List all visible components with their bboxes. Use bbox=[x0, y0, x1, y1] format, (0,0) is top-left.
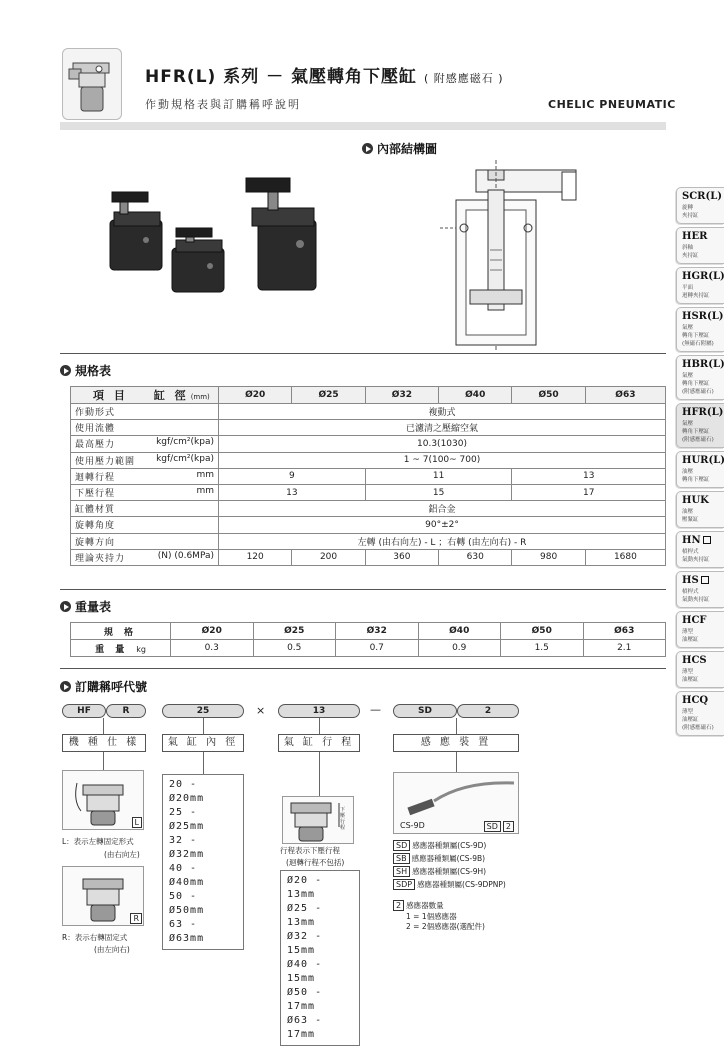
code-stroke: 13 bbox=[278, 704, 360, 718]
side-tab-desc-line: 氣壓 bbox=[682, 325, 694, 331]
sensor-tag-type: SD bbox=[484, 821, 501, 832]
qty-title: 感應器數量 bbox=[406, 901, 444, 910]
side-tab-desc bbox=[682, 284, 721, 300]
spec-col-header: Ø25 bbox=[292, 387, 365, 404]
box-icon bbox=[701, 576, 709, 584]
side-tab-desc bbox=[682, 708, 721, 732]
spec-cell: 左轉 (由右向左) - L ；右轉 (由左向右) - R bbox=[219, 533, 666, 549]
side-tab-desc-line: 迴轉夾持缸 bbox=[682, 293, 710, 299]
spec-row-unit: kgf/cm²(kpa) bbox=[156, 437, 214, 448]
section-divider bbox=[60, 668, 666, 669]
spec-cell: 13 bbox=[219, 484, 366, 500]
side-tab-desc-line: 槓桿式 bbox=[682, 549, 699, 555]
connector bbox=[456, 752, 457, 772]
sensor-type-code: SDP bbox=[393, 879, 415, 890]
side-tab-desc-line: 旋轉 bbox=[682, 205, 694, 211]
spec-cell: 11 bbox=[365, 468, 512, 484]
side-tab-desc-line: 油壓 bbox=[682, 469, 694, 475]
spec-row-name: 使用壓力範圍 bbox=[75, 456, 136, 467]
connector bbox=[103, 718, 104, 734]
weight-spec-label: 規 格 bbox=[71, 623, 171, 640]
side-tab[interactable] bbox=[676, 451, 724, 488]
side-tab-desc-line: 轉角下壓缸 bbox=[682, 477, 710, 483]
sensor-image bbox=[393, 772, 519, 834]
sensor-label: 感 應 裝 置 bbox=[393, 734, 519, 752]
sensor-type bbox=[393, 866, 563, 877]
sensor-type-desc: 感應器種類屬(CS-9B) bbox=[411, 854, 486, 863]
side-tab-code: HER bbox=[682, 231, 708, 242]
spec-row bbox=[71, 452, 666, 468]
qty-line: 1 = 1個感應器 bbox=[406, 912, 457, 921]
spec-row-unit: mm bbox=[196, 486, 214, 497]
weight-value: 0.9 bbox=[418, 640, 501, 657]
side-tab[interactable] bbox=[676, 355, 724, 400]
spec-row-label bbox=[71, 533, 219, 549]
connector bbox=[203, 752, 204, 774]
side-tab-desc-line: 氣動夾持缸 bbox=[682, 597, 710, 603]
title-note: ( 附感應磁石 ) bbox=[423, 72, 504, 85]
spec-row-label bbox=[71, 501, 219, 517]
side-tab-desc-line: 轉角下壓缸 bbox=[682, 333, 710, 339]
spec-row-label bbox=[71, 420, 219, 436]
spec-header-row bbox=[71, 387, 666, 404]
code-sensor-count: 2 bbox=[457, 704, 519, 718]
weight-label: 重 量 bbox=[95, 644, 129, 655]
spec-row bbox=[71, 501, 666, 517]
side-tab-desc-line: 氣壓 bbox=[682, 373, 694, 379]
weight-header-row bbox=[71, 623, 666, 640]
spec-cell: 9 bbox=[219, 468, 366, 484]
left-desc-dir: (由右向左) bbox=[104, 850, 140, 859]
sensor-type-code: SD bbox=[393, 840, 410, 851]
side-tab-desc bbox=[682, 588, 721, 604]
sensor-type-desc: 感應器種類屬(CS-9H) bbox=[412, 867, 487, 876]
order-heading: 訂購稱呼代號 bbox=[60, 678, 147, 695]
spec-cell: 630 bbox=[439, 549, 512, 565]
stroke-note-2: (迴轉行程不包括) bbox=[286, 858, 345, 867]
dash-sign: — bbox=[370, 703, 381, 716]
spec-row-label bbox=[71, 549, 219, 565]
code-direction: R bbox=[106, 704, 146, 718]
stroke-option: Ø25 - 13mm bbox=[287, 903, 323, 928]
spec-cell: 200 bbox=[292, 549, 365, 565]
side-tab-desc bbox=[682, 244, 721, 260]
side-tab-code: SCR(L) bbox=[682, 191, 722, 202]
weight-value: 0.3 bbox=[171, 640, 254, 657]
sensor-tag-count: 2 bbox=[503, 821, 514, 832]
spec-cell: 17 bbox=[512, 484, 666, 500]
sensor-type bbox=[393, 853, 563, 864]
side-tab-desc bbox=[682, 628, 721, 644]
spec-row bbox=[71, 420, 666, 436]
side-tab[interactable] bbox=[676, 571, 724, 608]
header-bore: 缸 徑 bbox=[153, 389, 189, 402]
series-side-tabs bbox=[676, 187, 724, 739]
spec-cell: 15 bbox=[365, 484, 512, 500]
bore-label: 氣 缸 內 徑 bbox=[162, 734, 244, 752]
side-tab[interactable] bbox=[676, 611, 724, 648]
spec-col-header: Ø63 bbox=[585, 387, 665, 404]
spec-col-header: Ø40 bbox=[439, 387, 512, 404]
spec-row-name: 旋轉方向 bbox=[75, 537, 116, 548]
side-tab-desc-line: 斜軸 bbox=[682, 245, 694, 251]
side-tab-desc-line: 平面 bbox=[682, 285, 694, 291]
box-icon bbox=[703, 536, 711, 544]
weight-label-cell bbox=[71, 640, 171, 657]
side-tab[interactable] bbox=[676, 267, 724, 304]
sensor-type-code: SB bbox=[393, 853, 410, 864]
weight-col-header: Ø63 bbox=[583, 623, 666, 640]
side-tab-desc bbox=[682, 420, 721, 444]
weight-heading: 重量表 bbox=[60, 598, 111, 615]
weight-value: 0.7 bbox=[336, 640, 419, 657]
side-tab[interactable] bbox=[676, 403, 724, 448]
side-tab-code: HBR(L) bbox=[682, 359, 725, 370]
side-tab-desc-line: 薄型 bbox=[682, 669, 694, 675]
spec-col-header: Ø50 bbox=[512, 387, 585, 404]
spec-row-label bbox=[71, 517, 219, 533]
spec-row-name: 理論夾持力 bbox=[75, 553, 126, 564]
spec-cell: 90°±2° bbox=[219, 517, 666, 533]
side-tab[interactable] bbox=[676, 691, 724, 736]
spec-table bbox=[70, 386, 666, 566]
side-tab-code: HCQ bbox=[682, 695, 709, 706]
side-tab-code: HCF bbox=[682, 615, 707, 626]
spec-cell: 10.3(1030) bbox=[219, 436, 666, 452]
weight-col-header: Ø50 bbox=[501, 623, 584, 640]
spec-row-name: 缸體材質 bbox=[75, 505, 116, 516]
code-sensor: SD bbox=[393, 704, 457, 718]
weight-col-header: Ø32 bbox=[336, 623, 419, 640]
product-photo bbox=[90, 170, 330, 320]
side-tab-desc-line: 油壓缸 bbox=[682, 637, 699, 643]
side-tab-desc-line: 氣動夾持缸 bbox=[682, 557, 710, 563]
qty-tag: 2 bbox=[393, 900, 404, 911]
right-turn-image bbox=[62, 866, 144, 926]
section-divider bbox=[60, 353, 666, 354]
spec-cell: 1 ~ 7(100~ 700) bbox=[219, 452, 666, 468]
side-tab-desc-line: 槓桿式 bbox=[682, 589, 699, 595]
qty-lines bbox=[406, 912, 485, 932]
side-tab-code: HCS bbox=[682, 655, 707, 666]
spec-row bbox=[71, 484, 666, 500]
side-tab-code: HUR(L) bbox=[682, 455, 725, 466]
side-tab-desc-line: 壓緊缸 bbox=[682, 517, 699, 523]
stroke-list bbox=[280, 870, 360, 1046]
spec-row-label bbox=[71, 436, 219, 452]
side-tab-desc-line: 夾持缸 bbox=[682, 253, 699, 259]
spec-cell: 複動式 bbox=[219, 404, 666, 420]
spec-row-unit: kgf/cm²(kpa) bbox=[156, 453, 214, 464]
spec-row bbox=[71, 533, 666, 549]
spec-row-name: 作動形式 bbox=[75, 408, 116, 419]
side-tab-code: HUK bbox=[682, 495, 709, 506]
stroke-label: 氣 缸 行 程 bbox=[278, 734, 360, 752]
spec-row bbox=[71, 436, 666, 452]
sensor-type bbox=[393, 840, 563, 851]
spec-row bbox=[71, 517, 666, 533]
side-tab-desc bbox=[682, 324, 721, 348]
spec-cell: 360 bbox=[365, 549, 438, 565]
side-tab-desc bbox=[682, 668, 721, 684]
connector bbox=[319, 718, 320, 734]
side-tab[interactable] bbox=[676, 651, 724, 688]
stroke-option: Ø40 - 15mm bbox=[287, 959, 323, 984]
right-desc-dir: (由左向右) bbox=[94, 945, 130, 954]
stroke-image bbox=[282, 796, 354, 844]
sensor-type-desc: 感應器種類屬(CS-9D) bbox=[412, 841, 487, 850]
header-unit: (mm) bbox=[190, 393, 210, 401]
sensor-qty bbox=[393, 900, 444, 911]
spec-row-label bbox=[71, 452, 219, 468]
left-tag: L bbox=[132, 817, 142, 828]
product-logo-image bbox=[62, 48, 122, 120]
side-tab-desc-line: 氣壓 bbox=[682, 421, 694, 427]
connector bbox=[319, 752, 320, 796]
spec-row-label bbox=[71, 468, 219, 484]
bore-option: 32 - Ø32mm bbox=[169, 835, 205, 860]
arrow-circle-icon bbox=[362, 143, 373, 154]
weight-col-header: Ø40 bbox=[418, 623, 501, 640]
left-turn-image bbox=[62, 770, 144, 830]
weight-col-header: Ø25 bbox=[253, 623, 336, 640]
internal-structure-diagram bbox=[440, 160, 590, 350]
spec-row-name: 旋轉角度 bbox=[75, 521, 116, 532]
side-tab-desc-line: (無磁石附屬) bbox=[682, 341, 714, 347]
spec-row bbox=[71, 404, 666, 420]
side-tab-desc bbox=[682, 468, 721, 484]
stroke-dim-label: 下壓行程 bbox=[340, 807, 346, 831]
header-bar bbox=[60, 122, 666, 130]
side-tab-desc-line: 轉角下壓缸 bbox=[682, 381, 710, 387]
spec-col-header: Ø20 bbox=[219, 387, 292, 404]
weight-value: 2.1 bbox=[583, 640, 666, 657]
sensor-model: CS-9D bbox=[400, 821, 425, 830]
connector bbox=[456, 718, 457, 734]
side-tab[interactable] bbox=[676, 227, 724, 264]
side-tab[interactable] bbox=[676, 187, 724, 224]
weight-value: 0.5 bbox=[253, 640, 336, 657]
connector bbox=[103, 752, 104, 770]
stroke-option: Ø50 - 17mm bbox=[287, 987, 323, 1012]
brand-name: CHELIC PNEUMATIC bbox=[548, 98, 676, 111]
code-model: HF bbox=[62, 704, 106, 718]
arrow-circle-icon bbox=[60, 681, 71, 692]
weight-value: 1.5 bbox=[501, 640, 584, 657]
spec-row-name: 使用流體 bbox=[75, 424, 116, 435]
spec-heading: 規格表 bbox=[60, 362, 111, 379]
spec-row bbox=[71, 549, 666, 565]
left-desc: L：表示左轉固定形式 bbox=[62, 837, 134, 846]
side-tab-desc-line: 夾持缸 bbox=[682, 213, 699, 219]
side-tab[interactable] bbox=[676, 307, 724, 352]
side-tab-desc bbox=[682, 372, 721, 396]
spec-cell: 1680 bbox=[585, 549, 665, 565]
weight-value-row bbox=[71, 640, 666, 657]
spec-row-name: 下壓行程 bbox=[75, 489, 116, 500]
spec-cell: 13 bbox=[512, 468, 666, 484]
bore-option: 20 - Ø20mm bbox=[169, 779, 205, 804]
side-tab-code: HS bbox=[682, 575, 699, 586]
side-tab-desc-line: 油壓缸 bbox=[682, 717, 699, 723]
header-item: 項 目 bbox=[93, 389, 128, 402]
spec-cell: 已濾清之壓縮空氣 bbox=[219, 420, 666, 436]
side-tab-desc bbox=[682, 508, 721, 524]
qty-line: 2 = 2個感應器(選配件) bbox=[406, 922, 485, 931]
spec-row-name: 迴轉行程 bbox=[75, 472, 116, 483]
stroke-option: Ø63 - 17mm bbox=[287, 1015, 323, 1040]
side-tab-desc-line: 薄型 bbox=[682, 709, 694, 715]
section-divider bbox=[60, 589, 666, 590]
right-tag: R bbox=[130, 913, 142, 924]
sensor-type-desc: 感應器種類屬(CS-9DPNP) bbox=[417, 880, 506, 889]
weight-table bbox=[70, 622, 666, 657]
model-label: 機 種 仕 樣 bbox=[62, 734, 146, 752]
spec-row bbox=[71, 468, 666, 484]
spec-col-header: Ø32 bbox=[365, 387, 438, 404]
connector bbox=[203, 718, 204, 734]
bore-option: 63 - Ø63mm bbox=[169, 919, 205, 944]
bore-option: 50 - Ø50mm bbox=[169, 891, 205, 916]
spec-cell: 980 bbox=[512, 549, 585, 565]
side-tab-desc-line: (附感應磁石) bbox=[682, 725, 714, 731]
stroke-option: Ø32 - 15mm bbox=[287, 931, 323, 956]
spec-header-item bbox=[71, 387, 219, 404]
side-tab[interactable] bbox=[676, 491, 724, 528]
side-tab-code: HGR(L) bbox=[682, 271, 725, 282]
spec-row-label bbox=[71, 484, 219, 500]
sensor-type-list bbox=[393, 840, 563, 892]
weight-col-header: Ø20 bbox=[171, 623, 254, 640]
right-desc: R：表示右轉固定式 bbox=[62, 933, 128, 942]
side-tab[interactable] bbox=[676, 531, 724, 568]
bore-option: 25 - Ø25mm bbox=[169, 807, 205, 832]
sensor-type-code: SH bbox=[393, 866, 410, 877]
side-tab-desc-line: 薄型 bbox=[682, 629, 694, 635]
side-tab-desc bbox=[682, 548, 721, 564]
stroke-note: 行程表示下壓行程 bbox=[280, 846, 340, 855]
side-tab-code: HFR(L) bbox=[682, 407, 724, 418]
arrow-circle-icon bbox=[60, 365, 71, 376]
structure-heading: 內部結構圖 bbox=[362, 140, 437, 157]
weight-unit: kg bbox=[136, 644, 146, 654]
arrow-circle-icon bbox=[60, 601, 71, 612]
side-tab-desc-line: 轉角下壓缸 bbox=[682, 429, 710, 435]
stroke-option: Ø20 - 13mm bbox=[287, 875, 323, 900]
spec-cell: 鋁合金 bbox=[219, 501, 666, 517]
sensor-tags bbox=[484, 821, 516, 832]
code-bore: 25 bbox=[162, 704, 244, 718]
sensor-type bbox=[393, 879, 563, 890]
times-sign: × bbox=[256, 704, 266, 717]
side-tab-desc-line: 油壓 bbox=[682, 509, 694, 515]
spec-row-label bbox=[71, 404, 219, 420]
bore-list bbox=[162, 774, 244, 950]
side-tab-desc-line: (附感應磁石) bbox=[682, 389, 714, 395]
spec-row-name: 最高壓力 bbox=[75, 440, 116, 451]
spec-cell: 120 bbox=[219, 549, 292, 565]
side-tab-desc-line: (附感應磁石) bbox=[682, 437, 714, 443]
page-subtitle: 作動規格表與訂購稱呼說明 bbox=[145, 98, 301, 111]
page-title: HFR(L) 系列 － 氣壓轉角下壓缸 ( 附感應磁石 ) bbox=[145, 67, 504, 87]
spec-row-unit: mm bbox=[196, 469, 214, 480]
side-tab-desc bbox=[682, 204, 721, 220]
side-tab-code: HN bbox=[682, 535, 701, 546]
side-tab-desc-line: 油壓缸 bbox=[682, 677, 699, 683]
spec-row-unit: (N) (0.6MPa) bbox=[157, 550, 214, 561]
side-tab-code: HSR(L) bbox=[682, 311, 724, 322]
bore-option: 40 - Ø40mm bbox=[169, 863, 205, 888]
